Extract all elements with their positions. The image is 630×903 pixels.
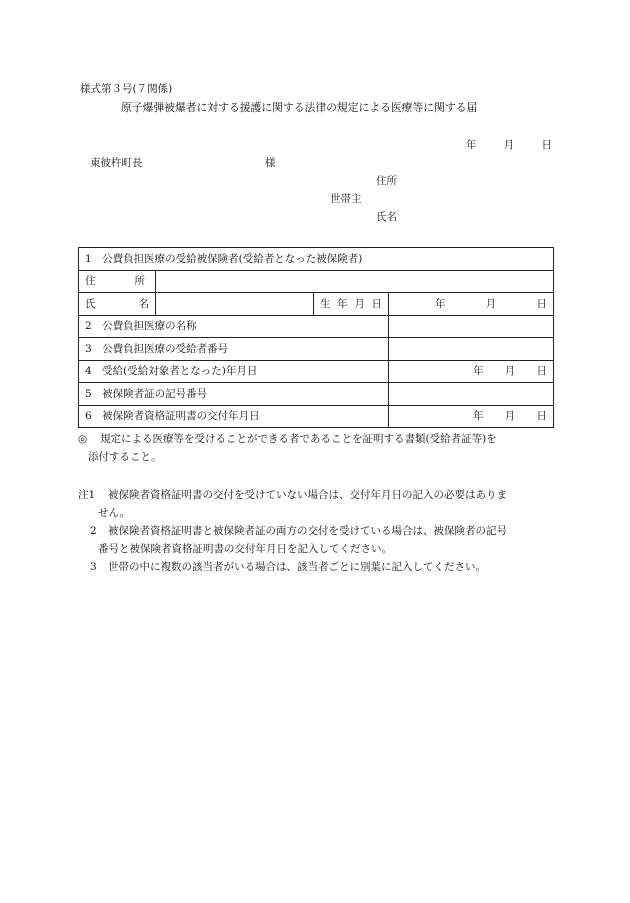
receipt-date-label: 4 受給(受給対象者となった)年月日 xyxy=(79,360,389,383)
public-medical-name-label: 2 公費負担医療の名称 xyxy=(79,315,389,338)
certificate-issue-date-input[interactable] xyxy=(389,405,554,428)
birth-label-char: 月 xyxy=(354,297,365,310)
addressee-honorific: 様 xyxy=(265,157,276,169)
footnote-text: 番号と被保険者資格証明書の交付年月日を記入してください。 xyxy=(98,543,392,555)
attachment-note xyxy=(78,430,558,466)
footnote-number: 注1 xyxy=(78,489,96,501)
applicant-householder-label: 世帯主 xyxy=(330,193,362,205)
submission-date xyxy=(466,140,552,151)
attachment-note-line xyxy=(78,448,558,466)
date-month-label: 月 xyxy=(503,139,515,151)
footnote-line xyxy=(78,540,558,558)
table-row xyxy=(79,383,554,406)
beneficiary-header-cell: 1 公費負担医療の受給被保険者(受給者となった被保険者) xyxy=(79,248,554,271)
insurance-card-number-label: 5 被保険者証の記号番号 xyxy=(79,383,389,406)
form-number: 様式第３号(７関係) xyxy=(80,83,173,95)
certificate-month-label: 月 xyxy=(504,410,516,422)
name-label-char: 氏 xyxy=(85,297,96,310)
table-row xyxy=(79,360,554,383)
birth-day-label: 日 xyxy=(536,297,547,310)
table-row xyxy=(79,405,554,428)
address-label-char: 住 xyxy=(85,275,96,287)
footnote-text: 被保険者資格証明書の交付を受けていない場合は、交付年月日の記入の必要はありま xyxy=(108,489,507,501)
birth-year-label: 年 xyxy=(435,297,446,310)
birth-label-char: 年 xyxy=(337,297,348,310)
table-row xyxy=(79,315,554,338)
footnote-line xyxy=(78,486,558,504)
footnote-number: 2 xyxy=(90,525,97,537)
birth-month-label: 月 xyxy=(485,297,497,310)
table-row xyxy=(79,293,554,316)
footnote-number: 3 xyxy=(90,561,97,573)
receipt-year-label: 年 xyxy=(473,365,484,377)
attachment-note-line xyxy=(78,430,558,448)
attachment-note-text: 添付すること。 xyxy=(88,451,162,463)
date-year-label: 年 xyxy=(466,139,477,151)
footnote-text: せん。 xyxy=(98,507,131,519)
certificate-year-label: 年 xyxy=(473,410,484,422)
certificate-issue-date-label: 6 被保険者資格証明書の交付年月日 xyxy=(79,405,389,428)
receipt-month-label: 月 xyxy=(504,365,516,377)
footnotes xyxy=(78,486,558,576)
recipient-number-label: 3 公費負担医療の受給者番号 xyxy=(79,338,389,361)
birth-date-input-cell[interactable] xyxy=(389,293,554,316)
table-row xyxy=(79,248,554,271)
insurance-card-number-input[interactable] xyxy=(389,383,554,406)
address-label-char: 所 xyxy=(134,275,145,287)
receipt-day-label: 日 xyxy=(536,365,547,377)
applicant-name-label: 氏名 xyxy=(376,211,397,223)
certificate-day-label: 日 xyxy=(536,410,547,422)
birth-label-char: 生 xyxy=(320,297,331,310)
double-circle-mark: ◎ xyxy=(78,433,88,445)
document-title: 原子爆弾被爆者に対する援護に関する法律の規定による医療等に関する届 xyxy=(121,101,478,114)
applicant-address-label: 住所 xyxy=(376,175,397,187)
address-label-cell xyxy=(79,270,156,293)
recipient-number-input[interactable] xyxy=(389,338,554,361)
footnote-line xyxy=(78,522,558,540)
name-input-cell[interactable] xyxy=(156,293,314,316)
footnote-text: 被保険者資格証明書と被保険者証の両方の交付を受けている場合は、被保険者の記号 xyxy=(108,525,507,537)
name-label-cell xyxy=(79,293,156,316)
name-label-char: 名 xyxy=(138,297,149,310)
public-medical-name-input[interactable] xyxy=(389,315,554,338)
table-row xyxy=(79,338,554,361)
addressee-name: 東彼杵町長 xyxy=(90,157,143,169)
footnote-line xyxy=(78,558,558,576)
footnote-line xyxy=(78,504,558,522)
beneficiary-table xyxy=(78,247,554,428)
receipt-date-input[interactable] xyxy=(389,360,554,383)
date-day-label: 日 xyxy=(541,139,552,151)
attachment-note-text: 規定による医療等を受けることができる者であることを証明する書類(受給者証等)を xyxy=(100,433,497,445)
footnote-text: 世帯の中に複数の該当者がいる場合は、該当者ごとに別葉に記入してください。 xyxy=(108,561,486,573)
address-input-cell[interactable] xyxy=(156,270,554,293)
birth-date-label-cell xyxy=(314,293,389,316)
table-row xyxy=(79,270,554,293)
birth-label-char: 日 xyxy=(371,297,382,310)
